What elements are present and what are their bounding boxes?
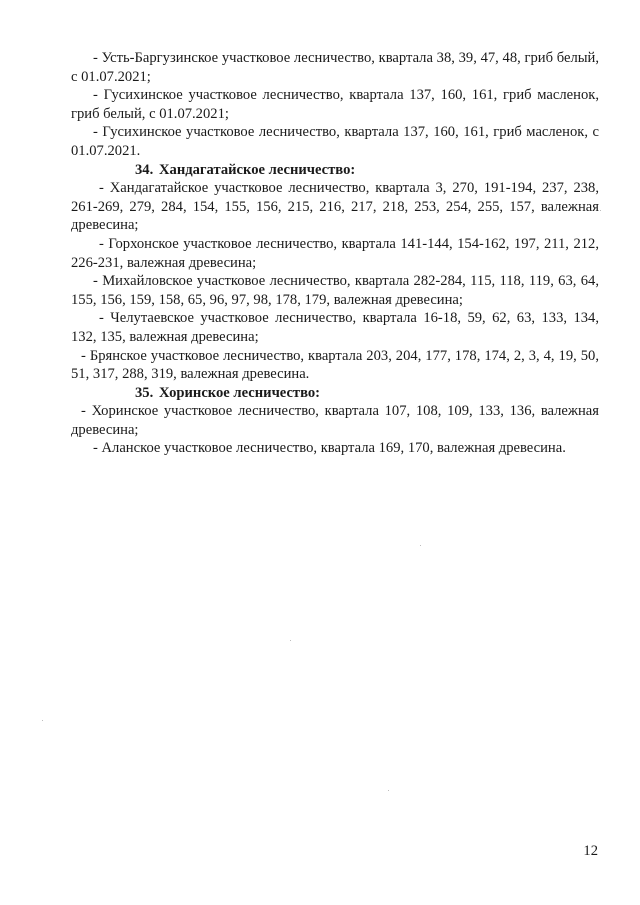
list-item-ust-barguzin: - Усть-Баргузинское участковое лесничество, квартала 38, 39, 47, 48, гриб белый, с 01.07.2021; — [71, 50, 599, 85]
section-number-34: 34. — [135, 161, 154, 178]
section-heading-35 — [71, 384, 599, 403]
section-number-35: 35. — [135, 384, 154, 401]
document-body — [71, 49, 599, 458]
list-item-mikhailovka: - Михайловское участковое лесничество, квартала 282-284, 115, 118, 119, 63, 64, 155, 156, 159, 158, 65, 96, 97, 98, 178, 179, валежная древесина; — [71, 273, 599, 308]
page-number: 12 — [583, 843, 598, 859]
list-item-khorinsk: - Хоринское участковое лесничество, квартала 107, 108, 109, 133, 136, валежная древесина; — [71, 403, 599, 438]
section-title-34: Хандагатайское лесничество: — [159, 161, 356, 178]
list-item-chelutai: - Челутаевское участковое лесничество, квартала 16-18, 59, 62, 63, 133, 134, 132, 135, валежная древесина; — [71, 310, 599, 345]
list-item-alan: - Аланское участковое лесничество, квартала 169, 170, валежная древесина. — [93, 440, 566, 457]
scan-speck — [388, 790, 389, 791]
scan-speck — [420, 545, 421, 546]
list-item-gorkhon: - Горхонское участковое лесничество, квартала 141-144, 154-162, 197, 211, 212, 226-231, валежная древесина; — [71, 235, 599, 271]
list-item-khandagatai: - Хандагатайское участковое лесничество, квартала 3, 270, 191-194, 237, 238, 261-269, 279, 284, 154, 155, 156, 215, 216, 217, 218, 253, 254, 255, 157, валежная древесина; — [71, 180, 599, 234]
list-item-gusikha-1: - Гусихинское участковое лесничество, квартала 137, 160, 161, гриб масленок, гриб белый, с 01.07.2021; — [71, 87, 599, 122]
list-item-gusikha-2: - Гусихинское участковое лесничество, квартала 137, 160, 161, гриб масленок, с 01.07.2021. — [71, 124, 599, 159]
scan-speck — [600, 210, 601, 211]
list-item-bryansk: - Брянское участковое лесничество, квартала 203, 204, 177, 178, 174, 2, 3, 4, 19, 50, 51, 317, 288, 319, валежная древесина. — [71, 347, 599, 383]
section-title-35: Хоринское лесничество: — [159, 384, 321, 401]
section-heading-34 — [71, 161, 599, 180]
scan-speck — [290, 640, 291, 641]
scan-speck — [42, 720, 43, 721]
